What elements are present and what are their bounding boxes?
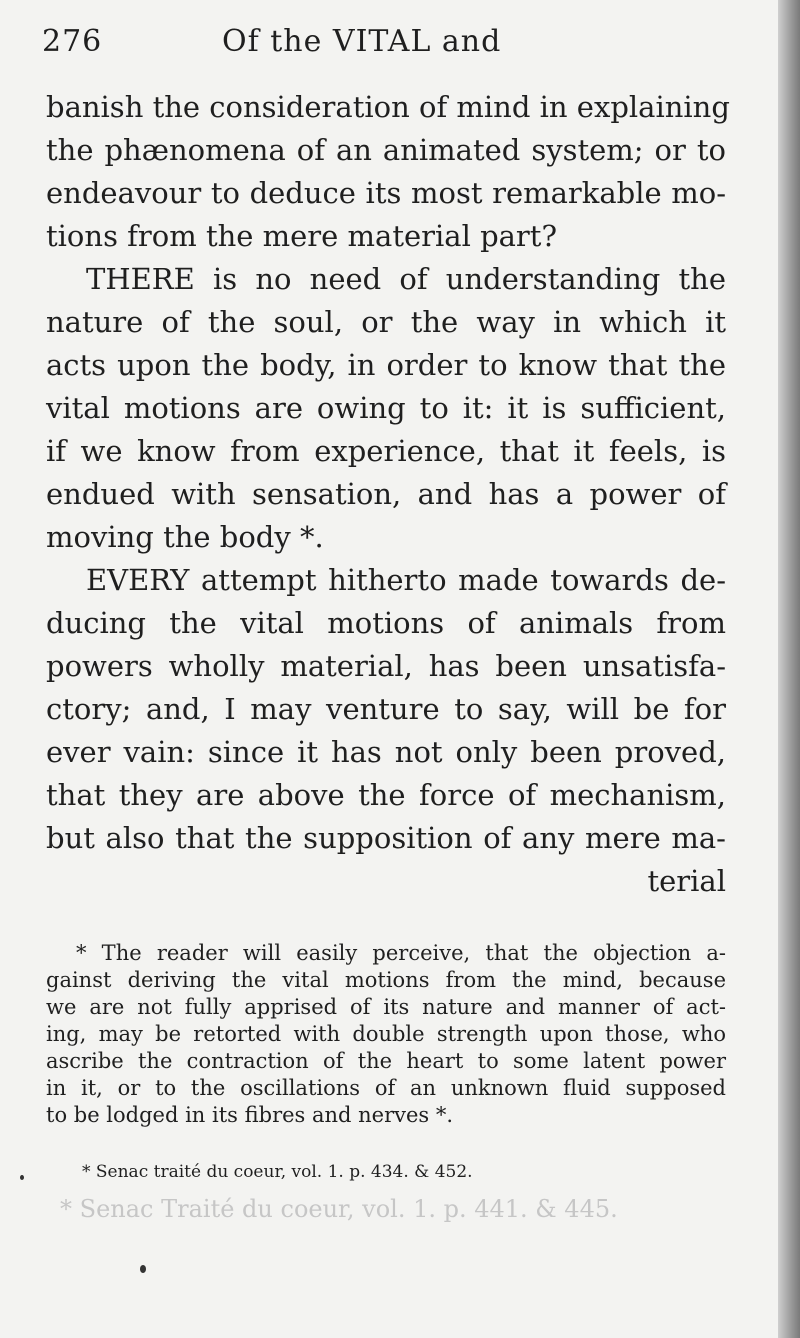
text-line: the phænomena of an animated system; or to	[46, 133, 726, 167]
page-gutter-shadow	[778, 0, 800, 1338]
ink-speck	[140, 1265, 146, 1273]
paragraph-start-line: EVERY attempt hitherto made towards de-	[86, 563, 726, 597]
footnote-line: to be lodged in its fibres and nerves *.	[46, 1103, 454, 1127]
footnote-line: gainst deriving the vital motions from the mind, because	[46, 968, 726, 992]
text-line: acts upon the body, in order to know that the	[46, 348, 726, 382]
footnote-line: we are not fully apprised of its nature and manner of act-	[46, 995, 726, 1019]
page-number: 276	[42, 24, 103, 59]
text-line: tions from the mere material part?	[46, 219, 557, 253]
page-header	[42, 18, 722, 68]
text-line: moving the body *.	[46, 520, 324, 554]
text-line: ever vain: since it has not only been proved,	[46, 735, 726, 769]
catchword: terial	[647, 864, 726, 898]
text-line: banish the consideration of mind in explaining	[46, 90, 730, 124]
paragraph-start-line: THERE is no need of understanding the	[86, 262, 726, 296]
text-line: endued with sensation, and has a power of	[46, 477, 726, 511]
text-line: ducing the vital motions of animals from	[46, 606, 726, 640]
text-line: but also that the supposition of any mere ma-	[46, 821, 726, 855]
text-line: ctory; and, I may venture to say, will be for	[46, 692, 726, 726]
footnote-line: in it, or to the oscillations of an unknown fluid supposed	[46, 1076, 726, 1100]
text-line: powers wholly material, has been unsatisfa-	[46, 649, 726, 683]
ink-speck	[20, 1175, 24, 1180]
footnote-line: ascribe the contraction of the heart to some latent power	[46, 1049, 726, 1073]
running-head: Of the VITAL and	[222, 24, 502, 59]
footnote-block	[46, 940, 726, 1129]
text-line: that they are above the force of mechanism,	[46, 778, 726, 812]
footnote-line: ing, may be retorted with double strength upon those, who	[46, 1022, 726, 1046]
text-line: vital motions are owing to it: it is sufficient,	[46, 391, 726, 425]
main-text	[46, 86, 730, 903]
text-line: endeavour to deduce its most remarkable mo-	[46, 176, 726, 210]
text-line: nature of the soul, or the way in which it	[46, 305, 726, 339]
footnote-line: * The reader will easily perceive, that the objection a-	[76, 941, 726, 965]
text-line: if we know from experience, that it feels, is	[46, 434, 726, 468]
bleed-through-text: * Senac Traité du coeur, vol. 1. p. 441. & 445.	[60, 1195, 618, 1223]
secondary-footnote: * Senac traité du coeur, vol. 1. p. 434. & 452.	[82, 1162, 473, 1182]
